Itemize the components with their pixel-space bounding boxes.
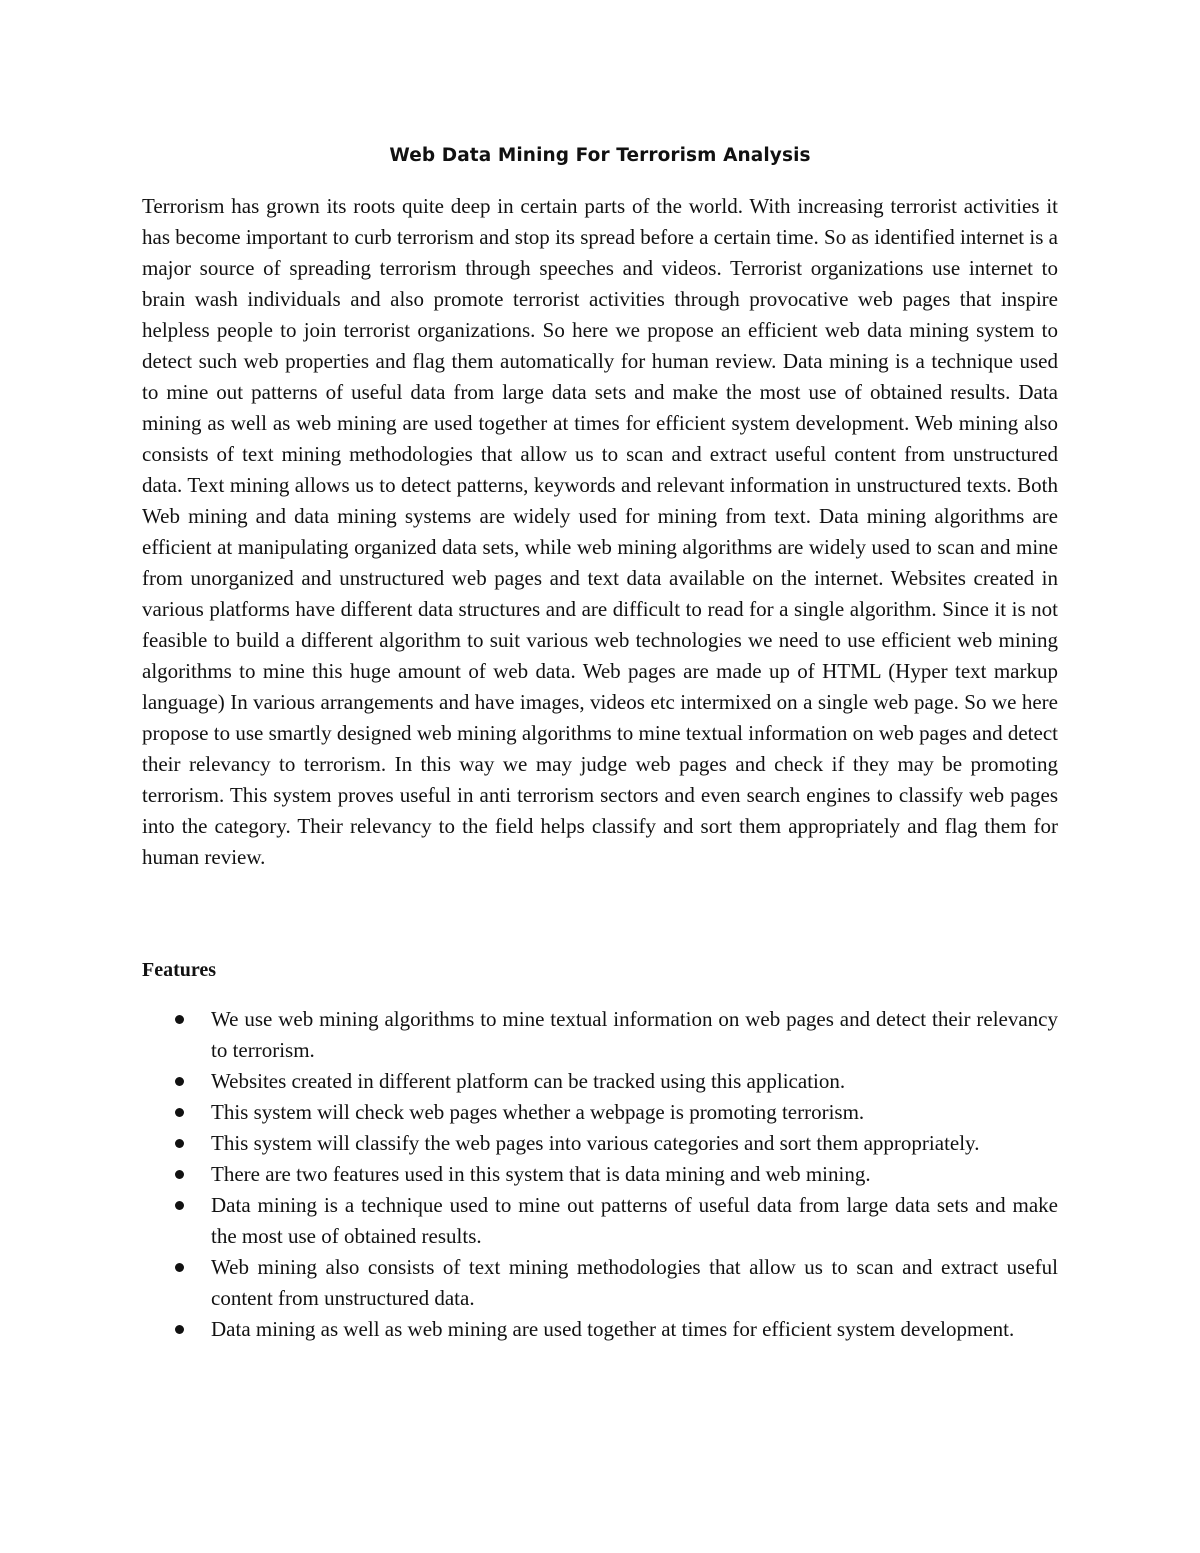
feature-list-item — [142, 1159, 1058, 1190]
feature-text: Websites created in different platform can be tracked using this application. — [211, 1069, 846, 1093]
feature-list-item — [142, 1066, 1058, 1097]
bullet-icon — [175, 1170, 184, 1179]
features-heading: Features — [142, 959, 217, 981]
feature-text: Data mining as well as web mining are used together at times for efficient system development. — [211, 1317, 1015, 1341]
bullet-icon — [175, 1015, 184, 1024]
feature-list-item — [142, 1252, 1058, 1314]
feature-text: Data mining is a technique used to mine out patterns of useful data from large data sets and make the most use of obtained results. — [211, 1193, 1058, 1248]
feature-text: This system will classify the web pages into various categories and sort them appropriately. — [211, 1131, 980, 1155]
feature-text: There are two features used in this system that is data mining and web mining. — [211, 1162, 871, 1186]
bullet-icon — [175, 1077, 184, 1086]
feature-text: This system will check web pages whether a webpage is promoting terrorism. — [211, 1100, 865, 1124]
bullet-icon — [175, 1325, 184, 1334]
feature-text: We use web mining algorithms to mine textual information on web pages and detect their relevancy to terrorism. — [211, 1007, 1058, 1062]
feature-list-item — [142, 1004, 1058, 1066]
feature-text: Web mining also consists of text mining methodologies that allow us to scan and extract useful content from unstructured data. — [211, 1255, 1058, 1310]
document-title: Web Data Mining For Terrorism Analysis — [389, 145, 811, 166]
bullet-icon — [175, 1139, 184, 1148]
feature-list-item — [142, 1314, 1058, 1345]
bullet-icon — [175, 1108, 184, 1117]
bullet-icon — [175, 1201, 184, 1210]
feature-list-item — [142, 1128, 1058, 1159]
feature-list-item — [142, 1190, 1058, 1252]
body-paragraph: Terrorism has grown its roots quite deep in certain parts of the world. With increasing terrorist activities it has become important to curb terrorism and stop its spread before a certain time. So as identified internet is a major source of spreading terrorism through speeches and videos. Terrorist organizations use internet to brain wash individuals and also promote terrorist activities through provocative web pages that inspire helpless people to join terrorist organizations. So here we propose an efficient web data mining system to detect such web properties and flag them automatically for human review. Data mining is a technique used to mine out patterns of useful data from large data sets and make the most use of obtained results. Data mining as well as web mining are used together at times for efficient system development. Web mining also consists of text mining methodologies that allow us to scan and extract useful content from unstructured data. Text mining allows us to detect patterns, keywords and relevant information in unstructured texts. Both Web mining and data mining systems are widely used for mining from text. Data mining algorithms are efficient at manipulating organized data sets, while web mining algorithms are widely used to scan and mine from unorganized and unstructured web pages and text data available on the internet. Websites created in various platforms have different data structures and are difficult to read for a single algorithm. Since it is not feasible to build a different algorithm to suit various web technologies we need to use efficient web mining algorithms to mine this huge amount of web data. Web pages are made up of HTML (Hyper text markup language) In various arrangements and have images, videos etc intermixed on a single web page. So we here propose to use smartly designed web mining algorithms to mine textual information on web pages and detect their relevancy to terrorism. In this way we may judge web pages and check if they may be promoting terrorism. This system proves useful in anti terrorism sectors and even search engines to classify web pages into the category. Their relevancy to the field helps classify and sort them appropriately and flag them for human review. — [142, 194, 1058, 869]
bullet-icon — [175, 1263, 184, 1272]
feature-list-item — [142, 1097, 1058, 1128]
feature-list — [142, 1004, 1058, 1345]
